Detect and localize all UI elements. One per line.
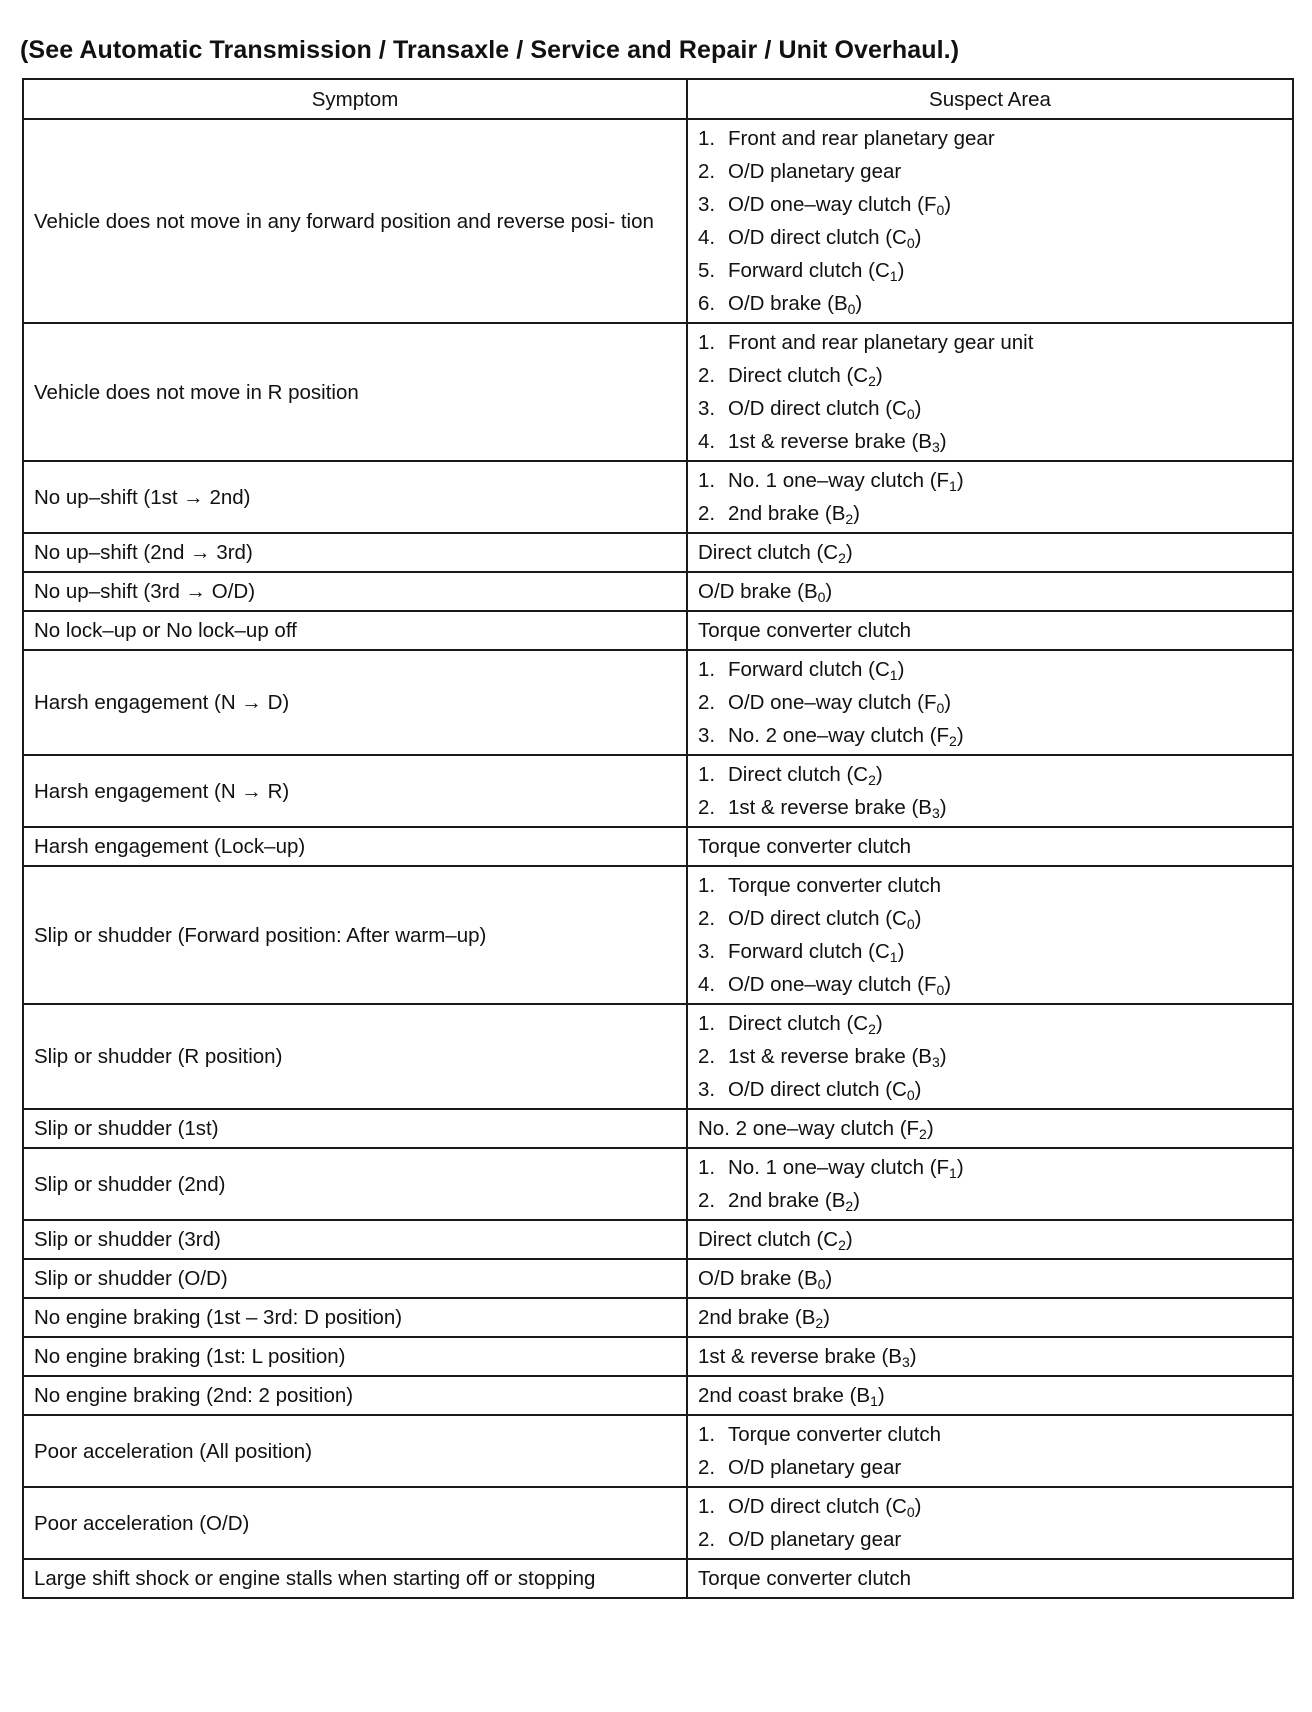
suspect-area-cell: 1st & reverse brake $(B_3)$: [687, 1337, 1293, 1376]
suspect-area-cell: O/D brake $(B_0)$: [687, 1259, 1293, 1298]
suspect-area-item: 1. Direct clutch $(C_2)$: [698, 758, 1282, 791]
suspect-area-text: Direct clutch (C: [728, 1012, 869, 1035]
suspect-area-text: O/D direct clutch (C: [728, 397, 907, 420]
suspect-area-item: 4. O/D direct clutch $(C_0)$: [698, 221, 1282, 254]
table-row: [23, 1109, 1293, 1148]
symptom-cell: No engine braking (1st: L position): [23, 1337, 687, 1376]
suspect-area-text: Forward clutch (C: [728, 940, 890, 963]
suspect-area-text: Forward clutch (C: [728, 658, 890, 681]
component-subscript: 3: [931, 439, 940, 455]
item-number: 4.: [698, 226, 716, 249]
component-subscript: 2: [868, 772, 876, 788]
suspect-area-list: [698, 1007, 1282, 1106]
suspect-area-text: O/D direct clutch (C: [728, 1495, 907, 1518]
suspect-area-text: O/D direct clutch (C: [728, 907, 907, 930]
suspect-area-text: O/D one–way clutch (F: [728, 973, 937, 996]
suspect-area-cell: Direct clutch $(C_2)$: [687, 533, 1293, 572]
suspect-area-item: 3. No. 2 one–way clutch $(F_2)$: [698, 719, 1282, 752]
item-number: 1.: [698, 1495, 716, 1518]
table-row: [23, 755, 1293, 827]
item-number: 3.: [698, 397, 716, 420]
suspect-area-item: [698, 1418, 1282, 1451]
suspect-area-text: Torque converter clutch: [728, 1423, 942, 1446]
suspect-area-item: 1. O/D direct clutch $(C_0)$: [698, 1490, 1282, 1523]
suspect-area-list: [698, 464, 1282, 530]
suspect-area-item: 2. 1st & reverse brake $(B_3)$: [698, 1040, 1282, 1073]
item-number: 3.: [698, 1078, 716, 1101]
suspect-area-item: 3. O/D direct clutch $(C_0)$: [698, 1073, 1282, 1106]
suspect-area-cell: [687, 866, 1293, 1004]
table-row: [23, 1559, 1293, 1598]
suspect-area-list: [698, 1418, 1282, 1484]
suspect-area-item: 3. Forward clutch $(C_1)$: [698, 935, 1282, 968]
suspect-area-text: Front and rear planetary gear unit: [728, 331, 1034, 354]
item-number: 2.: [698, 796, 716, 819]
suspect-area-list: [698, 1490, 1282, 1556]
suspect-area-cell: [687, 1148, 1293, 1220]
table-body: [23, 119, 1293, 1598]
suspect-area-text: O/D one–way clutch (F: [728, 193, 937, 216]
suspect-area-item: 6. O/D brake $(B_0)$: [698, 287, 1282, 320]
component-subscript: 2: [868, 1021, 876, 1037]
item-number: 1.: [698, 127, 716, 150]
suspect-area-text: O/D planetary gear: [728, 1456, 902, 1479]
table-row: [23, 1298, 1293, 1337]
suspect-area-text: O/D brake (B: [698, 580, 818, 603]
component-subscript: 1: [870, 1393, 878, 1409]
component-subscript: 1: [889, 667, 898, 683]
symptom-cell: No engine braking (2nd: 2 position): [23, 1376, 687, 1415]
suspect-area-cell: O/D brake $(B_0)$: [687, 572, 1293, 611]
item-number: 2.: [698, 160, 716, 183]
symptom-cell: Poor acceleration (O/D): [23, 1487, 687, 1559]
suspect-area-text: No. 2 one–way clutch (F: [728, 724, 950, 747]
suspect-area-item: 1. No. 1 one–way clutch $(F_1)$: [698, 464, 1282, 497]
component-subscript: 2: [919, 1126, 927, 1142]
table-row: [23, 323, 1293, 461]
item-number: 6.: [698, 292, 716, 315]
item-number: 1.: [698, 874, 716, 897]
suspect-area-text: No. 1 one–way clutch (F: [728, 469, 950, 492]
table-row: [23, 1148, 1293, 1220]
component-subscript: 0: [817, 589, 826, 605]
item-number: 1.: [698, 331, 716, 354]
component-subscript: 2: [838, 550, 846, 566]
item-number: 1.: [698, 1423, 716, 1446]
component-subscript: 0: [906, 1087, 915, 1103]
suspect-area-item: 1. Forward clutch $(C_1)$: [698, 653, 1282, 686]
component-subscript: 0: [906, 1504, 915, 1520]
suspect-area-cell: [687, 650, 1293, 755]
suspect-area-text: 2nd brake (B: [728, 1189, 846, 1212]
suspect-area-text: No. 1 one–way clutch (F: [728, 1156, 950, 1179]
page-title: (See Automatic Transmission / Transaxle / Service and Repair / Unit Overhaul.): [20, 36, 960, 64]
suspect-area-text: 1st & reverse brake (B: [698, 1345, 902, 1368]
suspect-area-cell: [687, 1004, 1293, 1109]
symptom-cell: Slip or shudder (1st): [23, 1109, 687, 1148]
item-number: 4.: [698, 973, 716, 996]
symptom-cell: Poor acceleration (All position): [23, 1415, 687, 1487]
component-subscript: 2: [868, 373, 876, 389]
component-subscript: 1: [889, 268, 898, 284]
component-subscript: 2: [845, 511, 854, 527]
component-subscript: 0: [936, 202, 945, 218]
component-subscript: 2: [949, 733, 957, 749]
suspect-area-cell: [687, 1559, 1293, 1598]
symptom-cell: Harsh engagement (N → R): [23, 755, 687, 827]
suspect-area-item: 2. O/D one–way clutch $(F_0)$: [698, 686, 1282, 719]
table-row: [23, 572, 1293, 611]
symptom-cell: No engine braking (1st – 3rd: D position): [23, 1298, 687, 1337]
component-subscript: 0: [847, 301, 856, 317]
suspect-area-cell: 2nd brake $(B_2)$: [687, 1298, 1293, 1337]
item-number: 4.: [698, 430, 716, 453]
item-number: 3.: [698, 724, 716, 747]
suspect-area-item: 2. 2nd brake $(B_2)$: [698, 1184, 1282, 1217]
suspect-area-list: [698, 1151, 1282, 1217]
symptom-cell: No up–shift (1st → 2nd): [23, 461, 687, 533]
suspect-area-text: Direct clutch (C: [698, 541, 839, 564]
suspect-area-cell: [687, 827, 1293, 866]
suspect-area-text: Direct clutch (C: [728, 364, 869, 387]
suspect-area-text: O/D brake (B: [728, 292, 848, 315]
item-number: 2.: [698, 364, 716, 387]
suspect-area-item: [698, 1523, 1282, 1556]
item-number: 1.: [698, 1156, 716, 1179]
suspect-area-text: 2nd brake (B: [698, 1306, 816, 1329]
suspect-area-list: [698, 653, 1282, 752]
symptom-cell: Vehicle does not move in any forward position and reverse posi- tion: [23, 119, 687, 323]
suspect-area-text: Torque converter clutch: [698, 835, 912, 858]
table-row: [23, 119, 1293, 323]
item-number: 2.: [698, 502, 716, 525]
table-row: [23, 827, 1293, 866]
table-row: [23, 1487, 1293, 1559]
suspect-area-text: O/D direct clutch (C: [728, 1078, 907, 1101]
symptom-cell: No up–shift (2nd → 3rd): [23, 533, 687, 572]
table-row: [23, 1004, 1293, 1109]
component-subscript: 0: [817, 1276, 826, 1292]
symptom-cell: Slip or shudder (R position): [23, 1004, 687, 1109]
table-row: [23, 1337, 1293, 1376]
symptom-cell: Slip or shudder (2nd): [23, 1148, 687, 1220]
suspect-area-cell: [687, 461, 1293, 533]
table-row: [23, 461, 1293, 533]
suspect-area-text: Forward clutch (C: [728, 259, 890, 282]
suspect-area-text: No. 2 one–way clutch (F: [698, 1117, 920, 1140]
component-subscript: 2: [845, 1198, 854, 1214]
suspect-area-text: O/D planetary gear: [728, 1528, 902, 1551]
suspect-area-list: [698, 326, 1282, 458]
suspect-area-cell: [687, 1487, 1293, 1559]
suspect-area-cell: [687, 119, 1293, 323]
suspect-area-text: 2nd brake (B: [728, 502, 846, 525]
table-row: [23, 533, 1293, 572]
suspect-area-item: 2. Direct clutch $(C_2)$: [698, 359, 1282, 392]
suspect-area-item: [698, 122, 1282, 155]
symptom-cell: Slip or shudder (3rd): [23, 1220, 687, 1259]
suspect-area-text: Torque converter clutch: [698, 619, 912, 642]
item-number: 2.: [698, 1456, 716, 1479]
suspect-area-item: 2. 2nd brake $(B_2)$: [698, 497, 1282, 530]
item-number: 5.: [698, 259, 716, 282]
suspect-area-item: 4. O/D one–way clutch $(F_0)$: [698, 968, 1282, 1001]
suspect-area-item: 5. Forward clutch $(C_1)$: [698, 254, 1282, 287]
item-number: 2.: [698, 907, 716, 930]
suspect-area-list: [698, 122, 1282, 320]
table-row: [23, 1376, 1293, 1415]
table-header-row: [23, 79, 1293, 119]
suspect-area-item: 2. 1st & reverse brake $(B_3)$: [698, 791, 1282, 824]
suspect-area-item: 2. O/D direct clutch $(C_0)$: [698, 902, 1282, 935]
component-subscript: 3: [931, 805, 940, 821]
suspect-area-item: [698, 1451, 1282, 1484]
suspect-area-text: Direct clutch (C: [698, 1228, 839, 1251]
component-subscript: 3: [931, 1054, 940, 1070]
component-subscript: 0: [906, 406, 915, 422]
item-number: 1.: [698, 1012, 716, 1035]
suspect-area-text: Torque converter clutch: [698, 1567, 912, 1590]
suspect-area-cell: No. 2 one–way clutch $(F_2)$: [687, 1109, 1293, 1148]
component-subscript: 1: [949, 478, 957, 494]
item-number: 1.: [698, 763, 716, 786]
component-subscript: 1: [949, 1165, 957, 1181]
table-row: [23, 1415, 1293, 1487]
symptom-column-header: Symptom: [23, 79, 687, 119]
item-number: 2.: [698, 1189, 716, 1212]
symptom-cell: Harsh engagement (Lock–up): [23, 827, 687, 866]
component-subscript: 0: [936, 700, 945, 716]
suspect-area-item: [698, 155, 1282, 188]
item-number: 2.: [698, 1045, 716, 1068]
symptom-cell: Vehicle does not move in R position: [23, 323, 687, 461]
component-subscript: 1: [889, 949, 898, 965]
suspect-area-text: O/D one–way clutch (F: [728, 691, 937, 714]
symptom-cell: Slip or shudder (Forward position: After warm–up): [23, 866, 687, 1004]
suspect-area-item: 3. O/D one–way clutch $(F_0)$: [698, 188, 1282, 221]
suspect-area-item: 4. 1st & reverse brake $(B_3)$: [698, 425, 1282, 458]
suspect-area-text: Torque converter clutch: [728, 874, 942, 897]
item-number: 1.: [698, 658, 716, 681]
item-number: 3.: [698, 193, 716, 216]
suspect-area-text: O/D brake (B: [698, 1267, 818, 1290]
table-row: [23, 866, 1293, 1004]
suspect-area-text: 1st & reverse brake (B: [728, 430, 932, 453]
item-number: 2.: [698, 1528, 716, 1551]
component-subscript: 0: [906, 235, 915, 251]
component-subscript: 0: [936, 982, 945, 998]
suspect-area-cell: Direct clutch $(C_2)$: [687, 1220, 1293, 1259]
suspect-area-cell: [687, 755, 1293, 827]
suspect-area-text: 1st & reverse brake (B: [728, 1045, 932, 1068]
item-number: 3.: [698, 940, 716, 963]
symptom-cell: Slip or shudder (O/D): [23, 1259, 687, 1298]
table-row: [23, 1259, 1293, 1298]
suspect-area-item: 3. O/D direct clutch $(C_0)$: [698, 392, 1282, 425]
suspect-area-text: O/D planetary gear: [728, 160, 902, 183]
suspect-area-cell: [687, 611, 1293, 650]
suspect-area-text: Direct clutch (C: [728, 763, 869, 786]
suspect-area-text: 2nd coast brake (B: [698, 1384, 871, 1407]
suspect-area-text: 1st & reverse brake (B: [728, 796, 932, 819]
table-row: [23, 1220, 1293, 1259]
symptom-table: [22, 78, 1294, 1599]
suspect-area-column-header: Suspect Area: [687, 79, 1293, 119]
suspect-area-item: [698, 326, 1282, 359]
suspect-area-item: [698, 869, 1282, 902]
item-number: 1.: [698, 469, 716, 492]
table-row: [23, 611, 1293, 650]
symptom-cell: Large shift shock or engine stalls when starting off or stopping: [23, 1559, 687, 1598]
symptom-cell: No lock–up or No lock–up off: [23, 611, 687, 650]
suspect-area-text: Front and rear planetary gear: [728, 127, 995, 150]
component-subscript: 2: [838, 1237, 846, 1253]
suspect-area-item: 1. No. 1 one–way clutch $(F_1)$: [698, 1151, 1282, 1184]
table-row: [23, 650, 1293, 755]
item-number: 2.: [698, 691, 716, 714]
suspect-area-item: 1. Direct clutch $(C_2)$: [698, 1007, 1282, 1040]
suspect-area-cell: 2nd coast brake $(B_1)$: [687, 1376, 1293, 1415]
suspect-area-list: [698, 758, 1282, 824]
suspect-area-cell: [687, 1415, 1293, 1487]
symptom-cell: Harsh engagement (N → D): [23, 650, 687, 755]
component-subscript: 3: [901, 1354, 910, 1370]
component-subscript: 0: [906, 916, 915, 932]
component-subscript: 2: [815, 1315, 824, 1331]
symptom-cell: No up–shift (3rd → O/D): [23, 572, 687, 611]
suspect-area-list: [698, 869, 1282, 1001]
suspect-area-text: O/D direct clutch (C: [728, 226, 907, 249]
suspect-area-cell: [687, 323, 1293, 461]
